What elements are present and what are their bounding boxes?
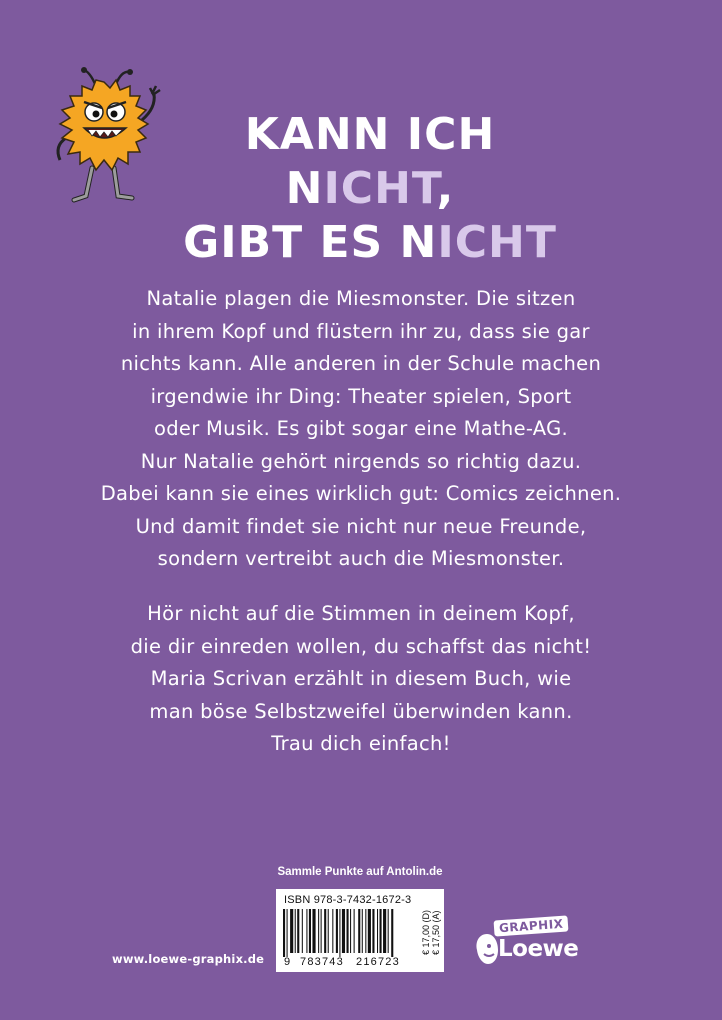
barcode-bar [306,909,307,953]
blurb-line: Natalie plagen die Miesmonster. Die sitzen [146,287,576,310]
barcode-bar [365,909,366,953]
headline [180,108,560,270]
blurb-paragraph-1 [60,283,662,576]
barcode-bar [309,909,311,953]
blurb-line: die dir einreden wollen, du schaffst das nicht! [130,634,592,658]
barcode-bar [290,909,293,953]
barcode-bar [336,909,338,953]
price-column [421,897,439,957]
barcode [283,909,417,957]
isbn-number: ISBN 978-3-7432-1672-3 [284,894,412,906]
blurb-line: oder Musik. Es gibt sogar eine Mathe-AG. [154,417,568,440]
barcode-bar [332,909,333,953]
isbn-barcode-box [276,889,444,972]
barcode-bar [318,909,319,953]
blurb-line: Dabei kann sie eines wirklich gut: Comics zeichnen. [100,482,622,505]
barcode-bar [377,909,378,953]
barcode-bar [388,909,389,953]
headline-line-2-accent: ICHT [437,217,557,268]
fluffy-monster-illustration [44,64,174,214]
blurb-line: in ihrem Kopf und flüstern ihr zu, dass sie gar [132,319,590,343]
blurb-line: Trau dich einfach! [271,732,451,755]
barcode-bar [283,909,285,957]
barcode-bar [312,909,315,953]
loewe-graphix-logo [474,918,584,970]
price-de: € 17,00 (D) [421,909,431,955]
barcode-bar [342,909,345,953]
barcode-bar [302,909,303,953]
headline-line-1-accent: ICHT [323,163,437,214]
blurb-line: Nur Natalie gehört nirgends so richtig dazu. [140,449,582,473]
headline-line-1 [180,108,560,216]
headline-line-1-part-a: KANN ICH N [244,109,496,214]
publisher-website: www.loewe-graphix.de [112,952,265,966]
barcode-bar [295,909,296,953]
barcode-bar [383,909,386,953]
blurb-line: Und damit findet sie nicht nur neue Freunde, [135,514,587,538]
headline-line-1-comma: , [436,163,455,214]
barcode-digits-left: 783743 [300,956,344,968]
barcode-bar [347,909,349,953]
headline-line-2-part-a: GIBT ES N [183,217,438,268]
barcode-bar [368,909,371,953]
headline-line-2 [180,216,560,270]
blurb-line: man böse Selbstzweifel überwinden kann. [149,699,573,723]
blurb-paragraph-2 [60,598,662,761]
barcode-bar [321,909,322,953]
lion-logo-icon [474,932,500,966]
barcode-bar [339,909,340,957]
blurb-line: nichts kann. Alle anderen in der Schule machen [120,352,602,375]
barcode-bar [380,909,382,953]
logo-graphix-label: GRAPHIX [494,915,569,936]
barcode-bar [324,909,326,953]
barcode-bar [372,909,374,953]
barcode-bar [358,909,360,953]
barcode-bar [350,909,351,953]
barcode-bar [328,909,329,953]
blurb-line: sondern vertreibt auch die Miesmonster. [157,547,565,570]
antolin-note: Sammle Punkte auf Antolin.de [277,866,443,878]
price-at: € 17,50 (A) [431,910,441,955]
barcode-digit-first: 9 [284,956,292,968]
blurb-line: Maria Scrivan erzählt in diesem Buch, wie [150,667,572,690]
barcode-bar [362,909,363,953]
barcode-bar [391,909,393,957]
barcode-bar [287,909,288,957]
blurb-line: irgendwie ihr Ding: Theater spielen, Sport [150,384,572,408]
blurb-line: Hör nicht auf die Stimmen in deinem Kopf, [147,602,575,625]
barcode-bar [354,909,355,953]
barcode-digits-right: 216723 [356,956,400,968]
logo-loewe-label: Loewe [498,936,579,962]
barcode-bar [297,909,299,953]
